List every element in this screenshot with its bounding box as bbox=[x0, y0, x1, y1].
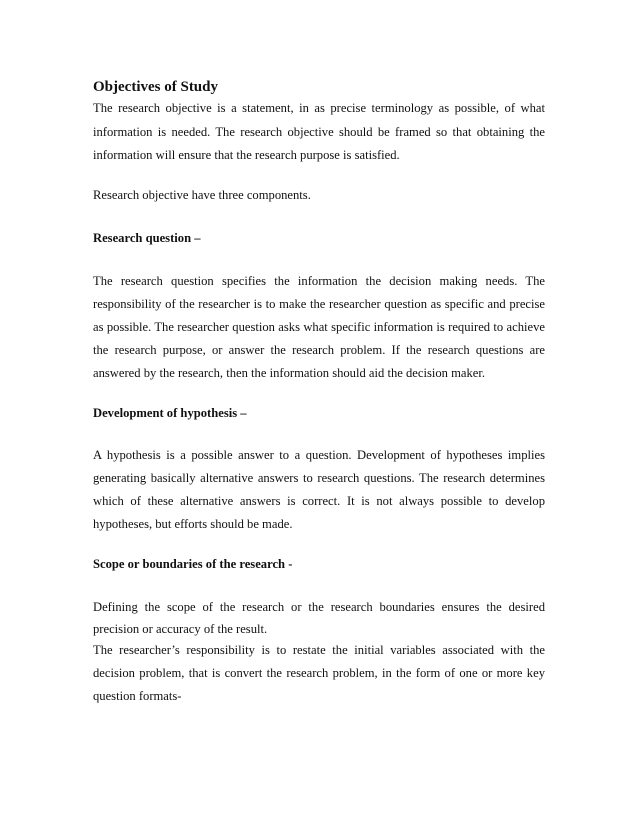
hypothesis-line-2: generating basically alternative answers to research questions. The research determines bbox=[93, 471, 545, 485]
components-line: Research objective have three components. bbox=[93, 188, 311, 202]
scope-line-3: The researcher’s responsibility is to restate the initial variables associated with the bbox=[93, 643, 545, 657]
section-heading-research-question: Research question – bbox=[93, 231, 201, 245]
section-heading-scope: Scope or boundaries of the research - bbox=[93, 557, 293, 571]
intro-line-3: information will ensure that the research purpose is satisfied. bbox=[93, 148, 400, 162]
intro-line-1: The research objective is a statement, in as precise terminology as possible, of what bbox=[93, 101, 545, 115]
scope-line-2: precision or accuracy of the result. bbox=[93, 622, 268, 636]
research-question-line-5: answered by the research, then the information should aid the decision maker. bbox=[93, 366, 486, 380]
page-title: Objectives of Study bbox=[93, 79, 218, 95]
hypothesis-line-3: which of these alternative answers is correct. It is not always possible to develop bbox=[93, 494, 545, 508]
research-question-line-1: The research question specifies the information the decision making needs. The bbox=[93, 274, 545, 288]
research-question-line-4: the research purpose, or answer the research problem. If the research questions are bbox=[93, 343, 545, 357]
research-question-line-3: as possible. The researcher question asks what specific information is required to achieve bbox=[93, 320, 545, 334]
hypothesis-line-4: hypotheses, but efforts should be made. bbox=[93, 517, 293, 531]
section-heading-hypothesis: Development of hypothesis – bbox=[93, 406, 247, 420]
hypothesis-line-1: A hypothesis is a possible answer to a question. Development of hypotheses implies bbox=[93, 448, 545, 462]
intro-line-2: information is needed. The research objective should be framed so that obtaining the bbox=[93, 125, 545, 139]
scope-line-5: question formats- bbox=[93, 689, 182, 703]
research-question-line-2: responsibility of the researcher is to make the researcher question as specific and precise bbox=[93, 297, 545, 311]
scope-line-4: decision problem, that is convert the research problem, in the form of one or more key bbox=[93, 666, 545, 680]
scope-line-1: Defining the scope of the research or the research boundaries ensures the desired bbox=[93, 600, 545, 614]
